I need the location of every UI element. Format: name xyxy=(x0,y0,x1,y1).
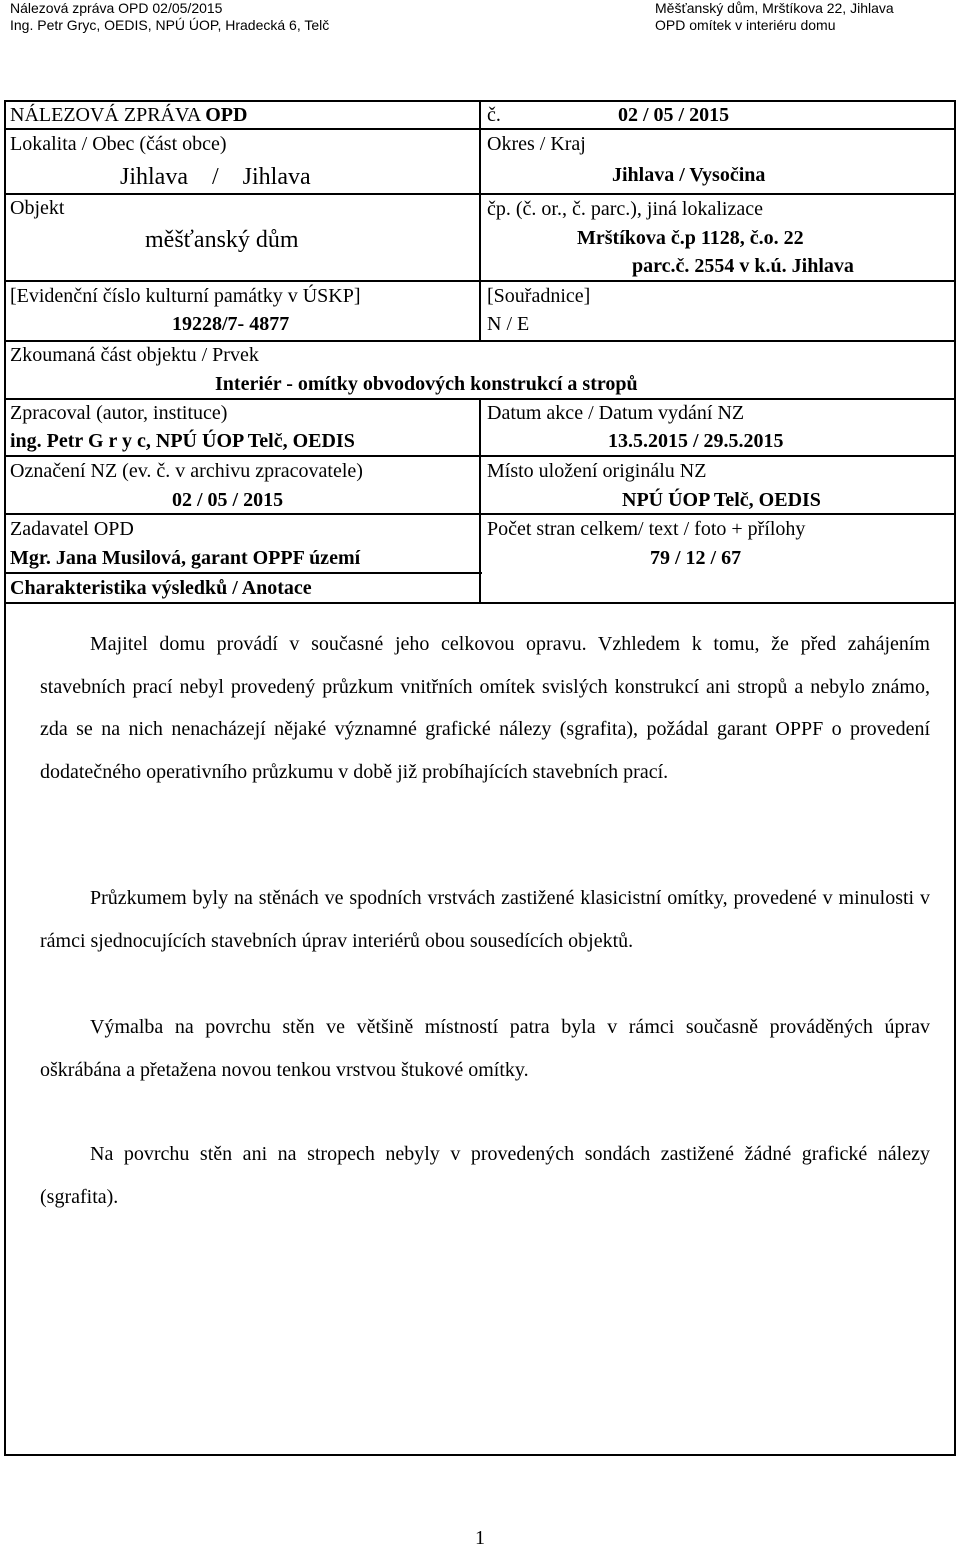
page-header-left xyxy=(10,0,329,34)
annotation-paragraph xyxy=(40,877,930,962)
report-number-value: 02 / 05 / 2015 xyxy=(618,104,730,126)
pocet-value: 79 / 12 / 67 xyxy=(650,547,742,569)
report-number-label: č. xyxy=(487,104,501,126)
oznaceni-label: Označení NZ (ev. č. v archivu zpracovatele) xyxy=(10,460,363,482)
objekt-label: Objekt xyxy=(10,197,65,219)
report-title-prefix: NÁLEZOVÁ ZPRÁVA xyxy=(10,104,206,126)
lokalita-value: Jihlava / Jihlava xyxy=(120,164,311,190)
zadavatel-value: Mgr. Jana Musilová, garant OPPF území xyxy=(10,547,361,569)
form-divider xyxy=(4,340,956,342)
objekt-value: měšťanský dům xyxy=(145,227,299,253)
evidencni-label: [Evidenční číslo kulturní památky v ÚSKP] xyxy=(10,285,361,307)
datum-label: Datum akce / Datum vydání NZ xyxy=(487,402,745,424)
page-number: 1 xyxy=(475,1527,485,1549)
annotation-paragraph-text: Průzkumem byly na stěnách ve spodních vrstvách zastižené klasicistní omítky, provedené v minulosti v rámci sjednocujících stavebních úprav interiérů obou sousedících objektů. xyxy=(40,887,930,952)
column-divider xyxy=(479,100,481,340)
column-divider xyxy=(479,398,481,602)
header-subject: OPD omítek v interiéru domu xyxy=(655,17,836,33)
annotation-paragraph-text: Na povrchu stěn ani na stropech nebyly v provedených sondách zastižené žádné grafické nálezy (sgrafita). xyxy=(40,1143,930,1208)
misto-label: Místo uložení originálu NZ xyxy=(487,460,707,482)
datum-value: 13.5.2015 / 29.5.2015 xyxy=(608,430,784,452)
form-divider xyxy=(4,572,482,574)
oznaceni-value: 02 / 05 / 2015 xyxy=(172,489,284,511)
lokalita-label: Lokalita / Obec (část obce) xyxy=(10,133,227,155)
zpracoval-value: ing. Petr G r y c, NPÚ ÚOP Telč, OEDIS xyxy=(10,430,355,452)
annotation-paragraph-text: Výmalba na povrchu stěn ve většině místností patra byla v rámci současně prováděných úprav oškrábána a přetažena novou tenkou vrstvou štukové omítky. xyxy=(40,1016,930,1081)
annotation-paragraph xyxy=(40,1006,930,1091)
annotation-paragraph xyxy=(40,1133,930,1218)
header-object: Měšťanský dům, Mrštíkova 22, Jihlava xyxy=(655,0,894,16)
misto-value: NPÚ ÚOP Telč, OEDIS xyxy=(622,489,821,511)
evidencni-value: 19228/7- 4877 xyxy=(172,313,290,335)
zadavatel-label: Zadavatel OPD xyxy=(10,518,134,540)
zkoumana-value: Interiér - omítky obvodových konstrukcí a stropů xyxy=(215,373,638,395)
zkoumana-label: Zkoumaná část objektu / Prvek xyxy=(10,344,259,366)
form-divider xyxy=(4,602,956,604)
okres-label: Okres / Kraj xyxy=(487,133,586,155)
souradnice-label: [Souřadnice] xyxy=(487,285,591,307)
lokalizace-label: čp. (č. or., č. parc.), jiná lokalizace xyxy=(487,198,763,220)
header-document-title: Nálezová zpráva OPD 02/05/2015 xyxy=(10,0,223,16)
annotation-paragraph xyxy=(40,623,930,793)
zpracoval-label: Zpracoval (autor, instituce) xyxy=(10,402,228,424)
page-header-right xyxy=(655,0,894,34)
lokalizace-value-line1: Mrštíkova č.p 1128, č.o. 22 xyxy=(577,227,804,249)
lokalizace-value-line2: parc.č. 2554 v k.ú. Jihlava xyxy=(632,255,854,277)
annotation-paragraph-text: Majitel domu provádí v současné jeho celkovou opravu. Vzhledem k tomu, že před zahájením stavebních prací nebyl provedený průzkum vnitřních omítek svislých konstrukcí ani stropů a nebylo známo, zda se na nich nenacházejí nějaké významné grafické nálezy (sgrafita), požádal garant OPPF o provedení dodatečného operativního průzkumu v době již probíhajících stavebních prací. xyxy=(40,633,930,783)
souradnice-value: N / E xyxy=(487,313,530,335)
okres-value: Jihlava / Vysočina xyxy=(612,164,766,186)
report-title-bold: OPD xyxy=(205,104,248,126)
report-title xyxy=(10,103,247,127)
header-author: Ing. Petr Gryc, OEDIS, NPÚ ÚOP, Hradecká 6, Telč xyxy=(10,17,330,33)
charakteristika-label: Charakteristika výsledků / Anotace xyxy=(10,577,312,599)
pocet-label: Počet stran celkem/ text / foto + přílohy xyxy=(487,518,806,540)
